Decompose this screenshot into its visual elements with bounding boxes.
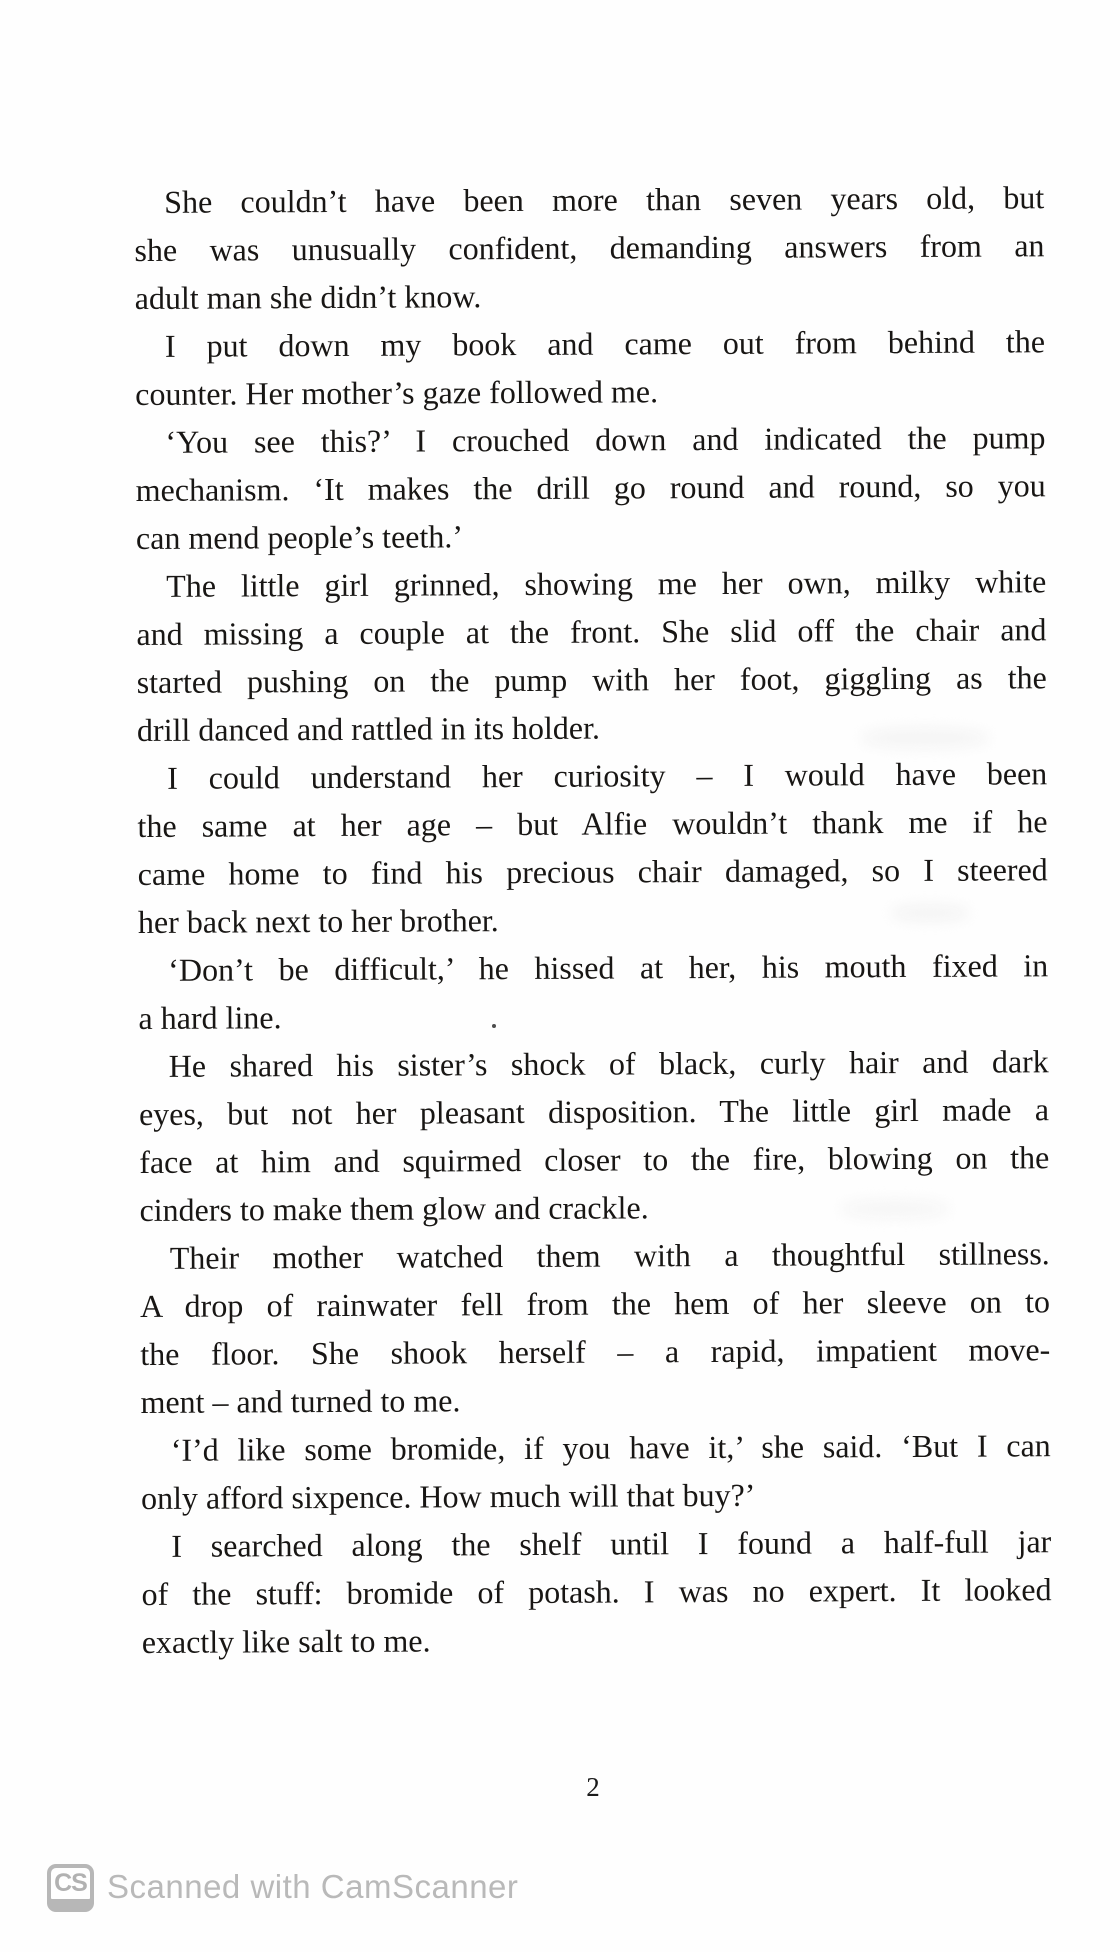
text-line: mechanism. ‘It makes the drill go round and round, so you: [135, 467, 1046, 509]
text-line: counter. Her mother’s gaze followed me.: [135, 373, 659, 413]
text-line: A drop of rainwater fell from the hem of her sleeve on to: [139, 1283, 1051, 1324]
text-line: The little girl grinned, showing me her own, milky white: [166, 563, 1047, 604]
text-line: she was unusually confident, demanding answers from an: [134, 227, 1045, 269]
text-line: her back next to her brother.: [137, 902, 499, 940]
text-line: I could understand her curiosity – I would have been: [167, 755, 1048, 796]
text-line: adult man she didn’t know.: [134, 278, 482, 317]
text-line: came home to find his precious chair damaged, so I steered: [137, 851, 1048, 893]
text-line: I searched along the shelf until I found a half-full jar: [171, 1523, 1052, 1564]
scan-smudge: [840, 1200, 950, 1218]
camscanner-label: Scanned with CamScanner: [107, 1868, 519, 1905]
scan-smudge: [890, 905, 970, 921]
camscanner-badge-icon: [47, 1864, 94, 1912]
text-line: started pushing on the pump with her foot, giggling as the: [136, 659, 1047, 701]
text-line: ‘Don’t be difficult,’ he hissed at her, his mouth fixed in: [168, 947, 1049, 988]
text-line: ment – and turned to me.: [140, 1382, 461, 1420]
camscanner-badge-letters: CS: [51, 1868, 90, 1899]
text-line: cinders to make them glow and crackle.: [139, 1189, 649, 1228]
camscanner-watermark: [0, 1860, 1120, 1920]
text-line: He shared his sister’s shock of black, curly hair and dark: [168, 1043, 1049, 1084]
text-line: face at him and squirmed closer to the fire, blowing on the: [139, 1139, 1050, 1180]
text-line: eyes, but not her pleasant disposition. The little girl made a: [138, 1091, 1050, 1132]
text-line: only afford sixpence. How much will that buy?’: [140, 1476, 756, 1516]
text-line: the floor. She shook herself – a rapid, impatient move-: [140, 1331, 1051, 1372]
text-line: a hard line.: [138, 999, 282, 1036]
text-line: the same at her age – but Alfie wouldn’t thank me if he: [137, 803, 1048, 845]
scan-smudge: [860, 728, 990, 748]
text-line: can mend people’s teeth.’: [135, 518, 464, 557]
text-line: drill danced and rattled in its holder.: [136, 709, 601, 749]
text-line: Their mother watched them with a thoughtful stillness.: [169, 1235, 1050, 1276]
text-line: and missing a couple at the front. She slid off the chair and: [136, 611, 1047, 653]
text-line: She couldn’t have been more than seven years old, but: [164, 179, 1045, 220]
page-number: 2: [586, 1772, 600, 1802]
text-line: ‘You see this?’ I crouched down and indicated the pump: [165, 419, 1046, 460]
text-line: ‘I’d like some bromide, if you have it,’ she said. ‘But I can: [170, 1427, 1051, 1468]
ink-speck: [492, 1024, 496, 1028]
text-line: I put down my book and came out from behind the: [164, 323, 1046, 364]
text-line: exactly like salt to me.: [141, 1622, 431, 1660]
text-line: of the stuff: bromide of potash. I was no expert. It looked: [141, 1571, 1052, 1612]
